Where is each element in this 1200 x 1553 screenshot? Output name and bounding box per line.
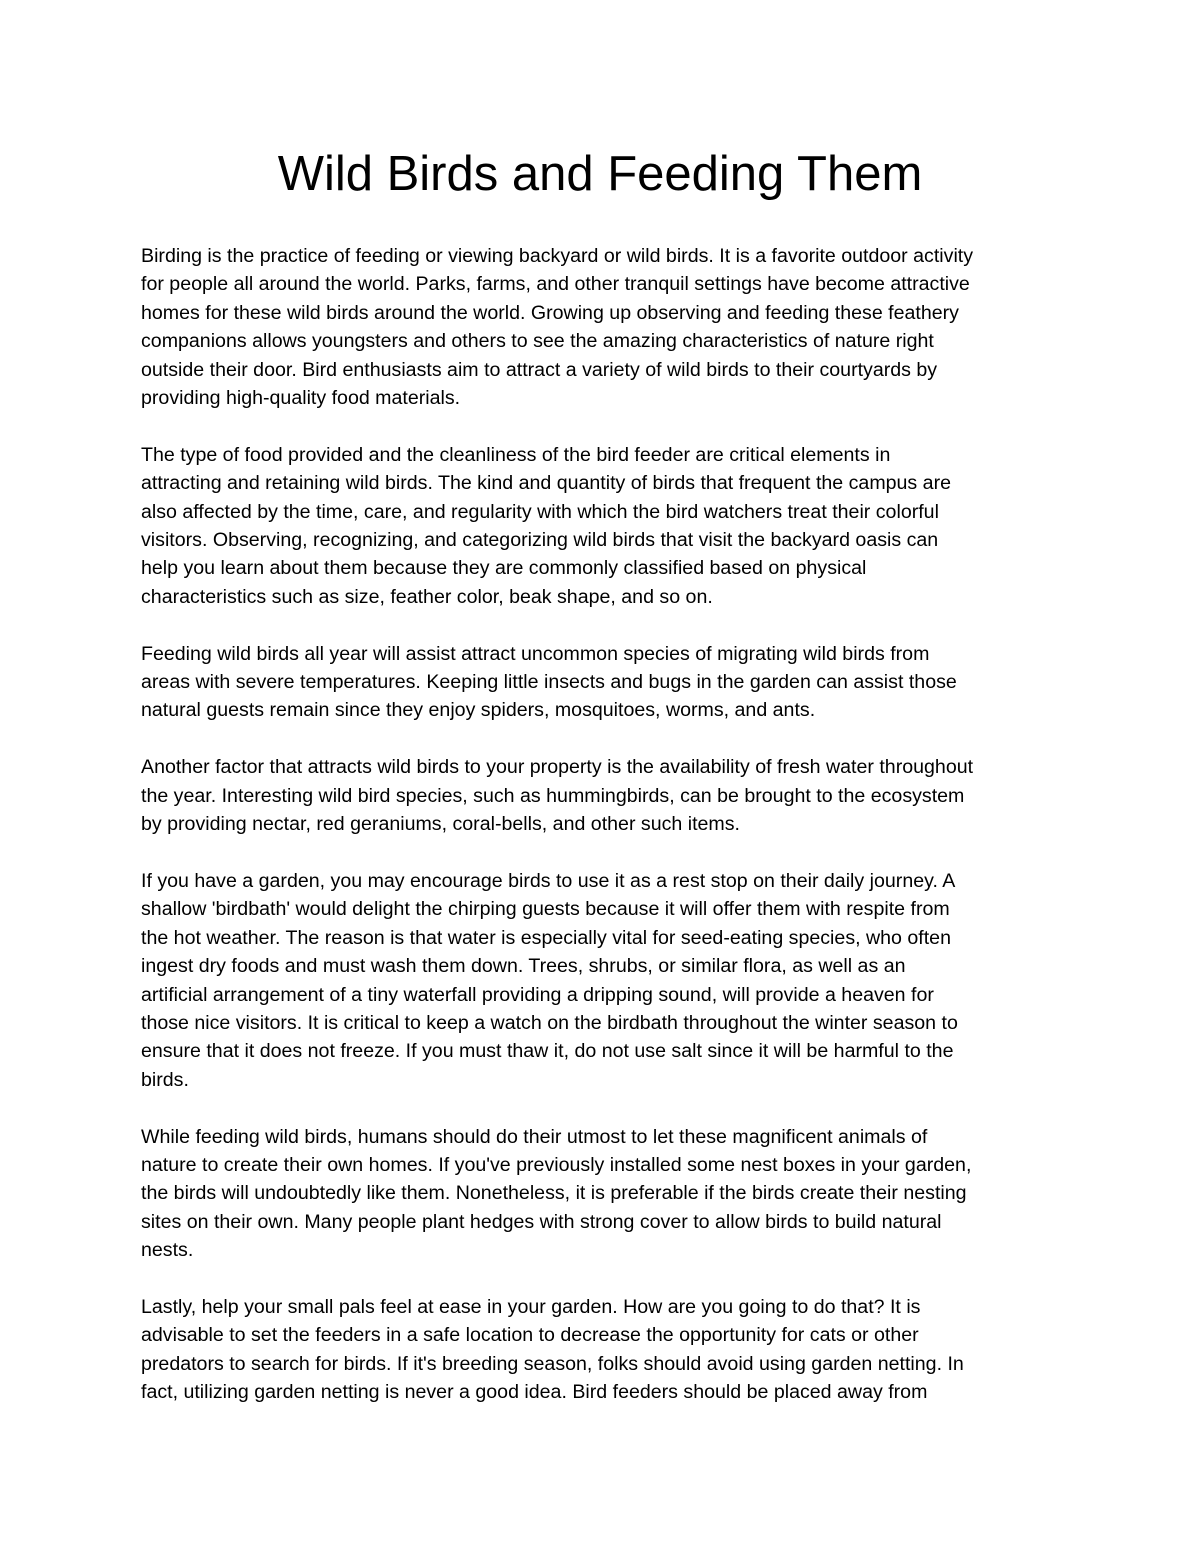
- text-line: homes for these wild birds around the world. Growing up observing and feeding these feathery: [141, 301, 959, 324]
- text-line: characteristics such as size, feather color, beak shape, and so on.: [141, 585, 713, 608]
- text-line: areas with severe temperatures. Keeping little insects and bugs in the garden can assist those: [141, 671, 957, 694]
- paragraph-7: [141, 1293, 1071, 1407]
- text-line: visitors. Observing, recognizing, and categorizing wild birds that visit the backyard oasis can: [141, 529, 939, 552]
- text-line: ensure that it does not freeze. If you must thaw it, do not use salt since it will be harmful to the: [141, 1040, 954, 1063]
- text-line: the hot weather. The reason is that water is especially vital for seed-eating species, who often: [141, 926, 951, 949]
- text-line: artificial arrangement of a tiny waterfall providing a dripping sound, will provide a heaven for: [141, 983, 934, 1006]
- text-line: outside their door. Bird enthusiasts aim to attract a variety of wild birds to their courtyards by: [141, 358, 938, 381]
- paragraph-4: [141, 753, 1071, 838]
- text-line: providing high-quality food materials.: [141, 387, 461, 410]
- text-line: attracting and retaining wild birds. The kind and quantity of birds that frequent the campus are: [141, 472, 951, 495]
- paragraph-1: [141, 242, 1071, 412]
- text-line: Feeding wild birds all year will assist attract uncommon species of migrating wild birds from: [141, 642, 930, 665]
- paragraph-5: [141, 867, 1071, 1094]
- text-line: by providing nectar, red geraniums, coral-bells, and other such items.: [141, 813, 740, 836]
- paragraph-2: [141, 441, 1071, 611]
- text-line: also affected by the time, care, and regularity with which the bird watchers treat their colorful: [141, 500, 939, 523]
- text-line: the birds will undoubtedly like them. Nonetheless, it is preferable if the birds create their nesting: [141, 1182, 967, 1205]
- text-line: fact, utilizing garden netting is never a good idea. Bird feeders should be placed away from: [141, 1381, 928, 1404]
- text-line: companions allows youngsters and others to see the amazing characteristics of nature right: [141, 330, 934, 353]
- text-line: predators to search for birds. If it's breeding season, folks should avoid using garden netting. In: [141, 1352, 964, 1375]
- text-line: While feeding wild birds, humans should do their utmost to let these magnificent animals of: [141, 1125, 928, 1148]
- text-line: sites on their own. Many people plant hedges with strong cover to allow birds to build natural: [141, 1210, 942, 1233]
- text-line: If you have a garden, you may encourage birds to use it as a rest stop on their daily journey. A: [141, 869, 956, 892]
- text-line: The type of food provided and the cleanliness of the bird feeder are critical elements in: [141, 443, 891, 466]
- text-line: natural guests remain since they enjoy spiders, mosquitoes, worms, and ants.: [141, 699, 816, 722]
- paragraph-3: [141, 640, 1071, 725]
- text-line: Birding is the practice of feeding or viewing backyard or wild birds. It is a favorite outdoor activity: [141, 245, 974, 267]
- text-line: Lastly, help your small pals feel at ease in your garden. How are you going to do that? It is: [141, 1295, 921, 1318]
- text-line: help you learn about them because they are commonly classified based on physical: [141, 557, 867, 580]
- text-line: for people all around the world. Parks, farms, and other tranquil settings have become attractive: [141, 273, 970, 296]
- text-line: ingest dry foods and must wash them down. Trees, shrubs, or similar flora, as well as an: [141, 955, 906, 978]
- document-title: Wild Birds and Feeding Them: [277, 147, 923, 201]
- text-line: shallow 'birdbath' would delight the chirping guests because it will offer them with respite from: [141, 898, 950, 921]
- text-line: birds.: [141, 1068, 189, 1091]
- text-line: nests.: [141, 1239, 194, 1262]
- document-body: [141, 242, 1071, 1435]
- text-line: the year. Interesting wild bird species, such as hummingbirds, can be brought to the ecosystem: [141, 784, 965, 807]
- text-line: those nice visitors. It is critical to keep a watch on the birdbath throughout the winter season to: [141, 1011, 958, 1034]
- text-line: Another factor that attracts wild birds to your property is the availability of fresh water throughout: [141, 756, 974, 779]
- text-line: nature to create their own homes. If you've previously installed some nest boxes in your garden,: [141, 1153, 972, 1176]
- paragraph-6: [141, 1123, 1071, 1265]
- text-line: advisable to set the feeders in a safe location to decrease the opportunity for cats or other: [141, 1324, 919, 1347]
